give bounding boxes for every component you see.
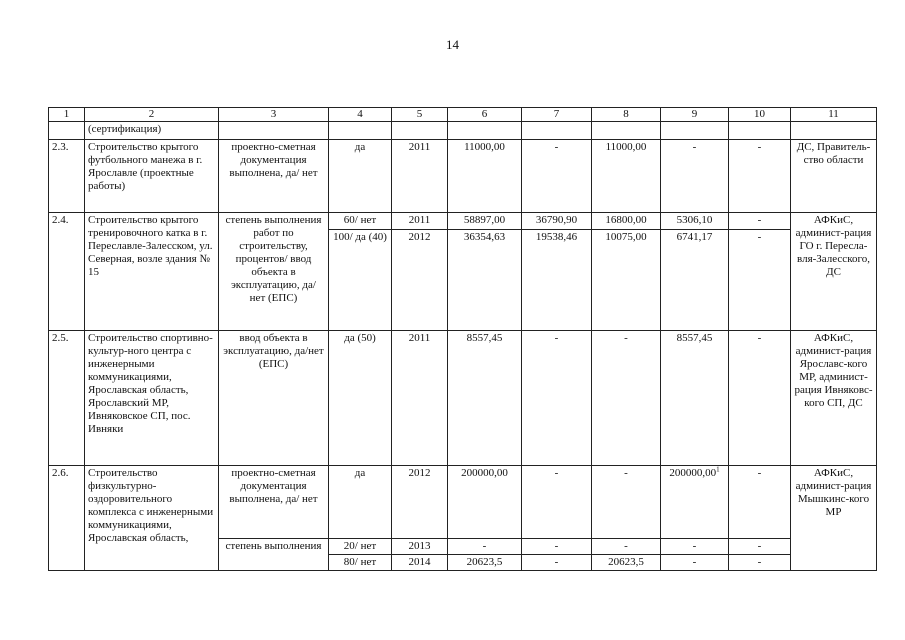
activity-name: Строительство крытого футбольного манежа в г. Ярославле (проектные работы): [85, 140, 219, 213]
indicator: степень выполнения: [219, 539, 329, 571]
page-number: 14: [446, 37, 459, 52]
executor: АФКиС, админист-рация ГО г. Пересла-вля-Залесского, ДС: [791, 213, 877, 331]
row-number: 2.3.: [49, 140, 85, 213]
year: 2011: [392, 140, 448, 213]
local: [661, 466, 729, 539]
header-cell: 6: [448, 108, 522, 122]
local: 5306,10: [661, 213, 729, 230]
year: 2013: [392, 539, 448, 555]
indicator-value: да (50): [329, 331, 392, 466]
table-row: [49, 140, 877, 213]
total: 58897,00: [448, 213, 522, 230]
other: -: [729, 555, 791, 571]
regional: -: [592, 331, 661, 466]
footnote-marker: 1: [716, 465, 720, 474]
year: 2012: [392, 466, 448, 539]
indicator-value: 100/ да (40): [329, 230, 392, 331]
total: -: [448, 539, 522, 555]
local: 8557,45: [661, 331, 729, 466]
header-cell: 11: [791, 108, 877, 122]
indicator-value: да: [329, 140, 392, 213]
activity-name: Строительство спортивно-культур-ного центра с инженерными коммуникациями, Ярославская область, Ярославский МР, Ивняковское СП, пос. Ивняки: [85, 331, 219, 466]
header-cell: 9: [661, 108, 729, 122]
other: -: [729, 230, 791, 331]
indicator: степень выполнения работ по строительству, процентов/ ввод объекта в эксплуатацию, да/ нет (ЕПС): [219, 213, 329, 331]
regional: -: [592, 466, 661, 539]
total: 20623,5: [448, 555, 522, 571]
federal: -: [522, 331, 592, 466]
indicator: проектно-сметная документация выполнена, да/ нет: [219, 140, 329, 213]
header-cell: 7: [522, 108, 592, 122]
indicator-value: 60/ нет: [329, 213, 392, 230]
executor: ДС, Правитель-ство области: [791, 140, 877, 213]
year: 2011: [392, 213, 448, 230]
total: 200000,00: [448, 466, 522, 539]
activity-name: Строительство крытого тренировочного катка в г. Переславле-Залесском, ул. Северная, возле здания № 15: [85, 213, 219, 331]
header-row: [49, 108, 877, 122]
executor: АФКиС, админист-рация Мышкинс-кого МР: [791, 466, 877, 571]
regional: 11000,00: [592, 140, 661, 213]
regional: -: [592, 539, 661, 555]
table-row: [49, 213, 877, 230]
total: 11000,00: [448, 140, 522, 213]
indicator-value: да: [329, 466, 392, 539]
activity-name: (сертификация): [85, 122, 219, 140]
total: 8557,45: [448, 331, 522, 466]
executor: АФКиС, админист-рация Ярославс-кого МР, админист-рация Ивняковс-кого СП, ДС: [791, 331, 877, 466]
program-table: [48, 107, 877, 571]
local: -: [661, 140, 729, 213]
total: 36354,63: [448, 230, 522, 331]
header-cell: 10: [729, 108, 791, 122]
federal: 36790,90: [522, 213, 592, 230]
federal: 19538,46: [522, 230, 592, 331]
other: -: [729, 466, 791, 539]
table-row: [49, 122, 877, 140]
year: 2012: [392, 230, 448, 331]
header-cell: 4: [329, 108, 392, 122]
indicator: ввод объекта в эксплуатацию, да/нет (ЕПС): [219, 331, 329, 466]
regional: 16800,00: [592, 213, 661, 230]
federal: -: [522, 466, 592, 539]
other: -: [729, 331, 791, 466]
other: -: [729, 539, 791, 555]
federal: -: [522, 555, 592, 571]
header-cell: 8: [592, 108, 661, 122]
other: -: [729, 140, 791, 213]
federal: -: [522, 539, 592, 555]
header-cell: 3: [219, 108, 329, 122]
row-number: 2.4.: [49, 213, 85, 331]
row-number: 2.6.: [49, 466, 85, 571]
header-cell: 1: [49, 108, 85, 122]
regional: 20623,5: [592, 555, 661, 571]
local: 6741,17: [661, 230, 729, 331]
activity-name: Строительство физкультурно-оздоровительного комплекса с инженерными коммуникациями, Ярославская область,: [85, 466, 219, 571]
table-row: [49, 466, 877, 539]
indicator: проектно-сметная документация выполнена, да/ нет: [219, 466, 329, 539]
indicator-value: 20/ нет: [329, 539, 392, 555]
regional: 10075,00: [592, 230, 661, 331]
indicator-value: 80/ нет: [329, 555, 392, 571]
other: -: [729, 213, 791, 230]
federal: -: [522, 140, 592, 213]
year: 2011: [392, 331, 448, 466]
local: -: [661, 539, 729, 555]
row-number: 2.5.: [49, 331, 85, 466]
year: 2014: [392, 555, 448, 571]
local-value: 200000,00: [669, 467, 717, 479]
header-cell: 2: [85, 108, 219, 122]
header-cell: 5: [392, 108, 448, 122]
table-row: [49, 331, 877, 466]
local: -: [661, 555, 729, 571]
